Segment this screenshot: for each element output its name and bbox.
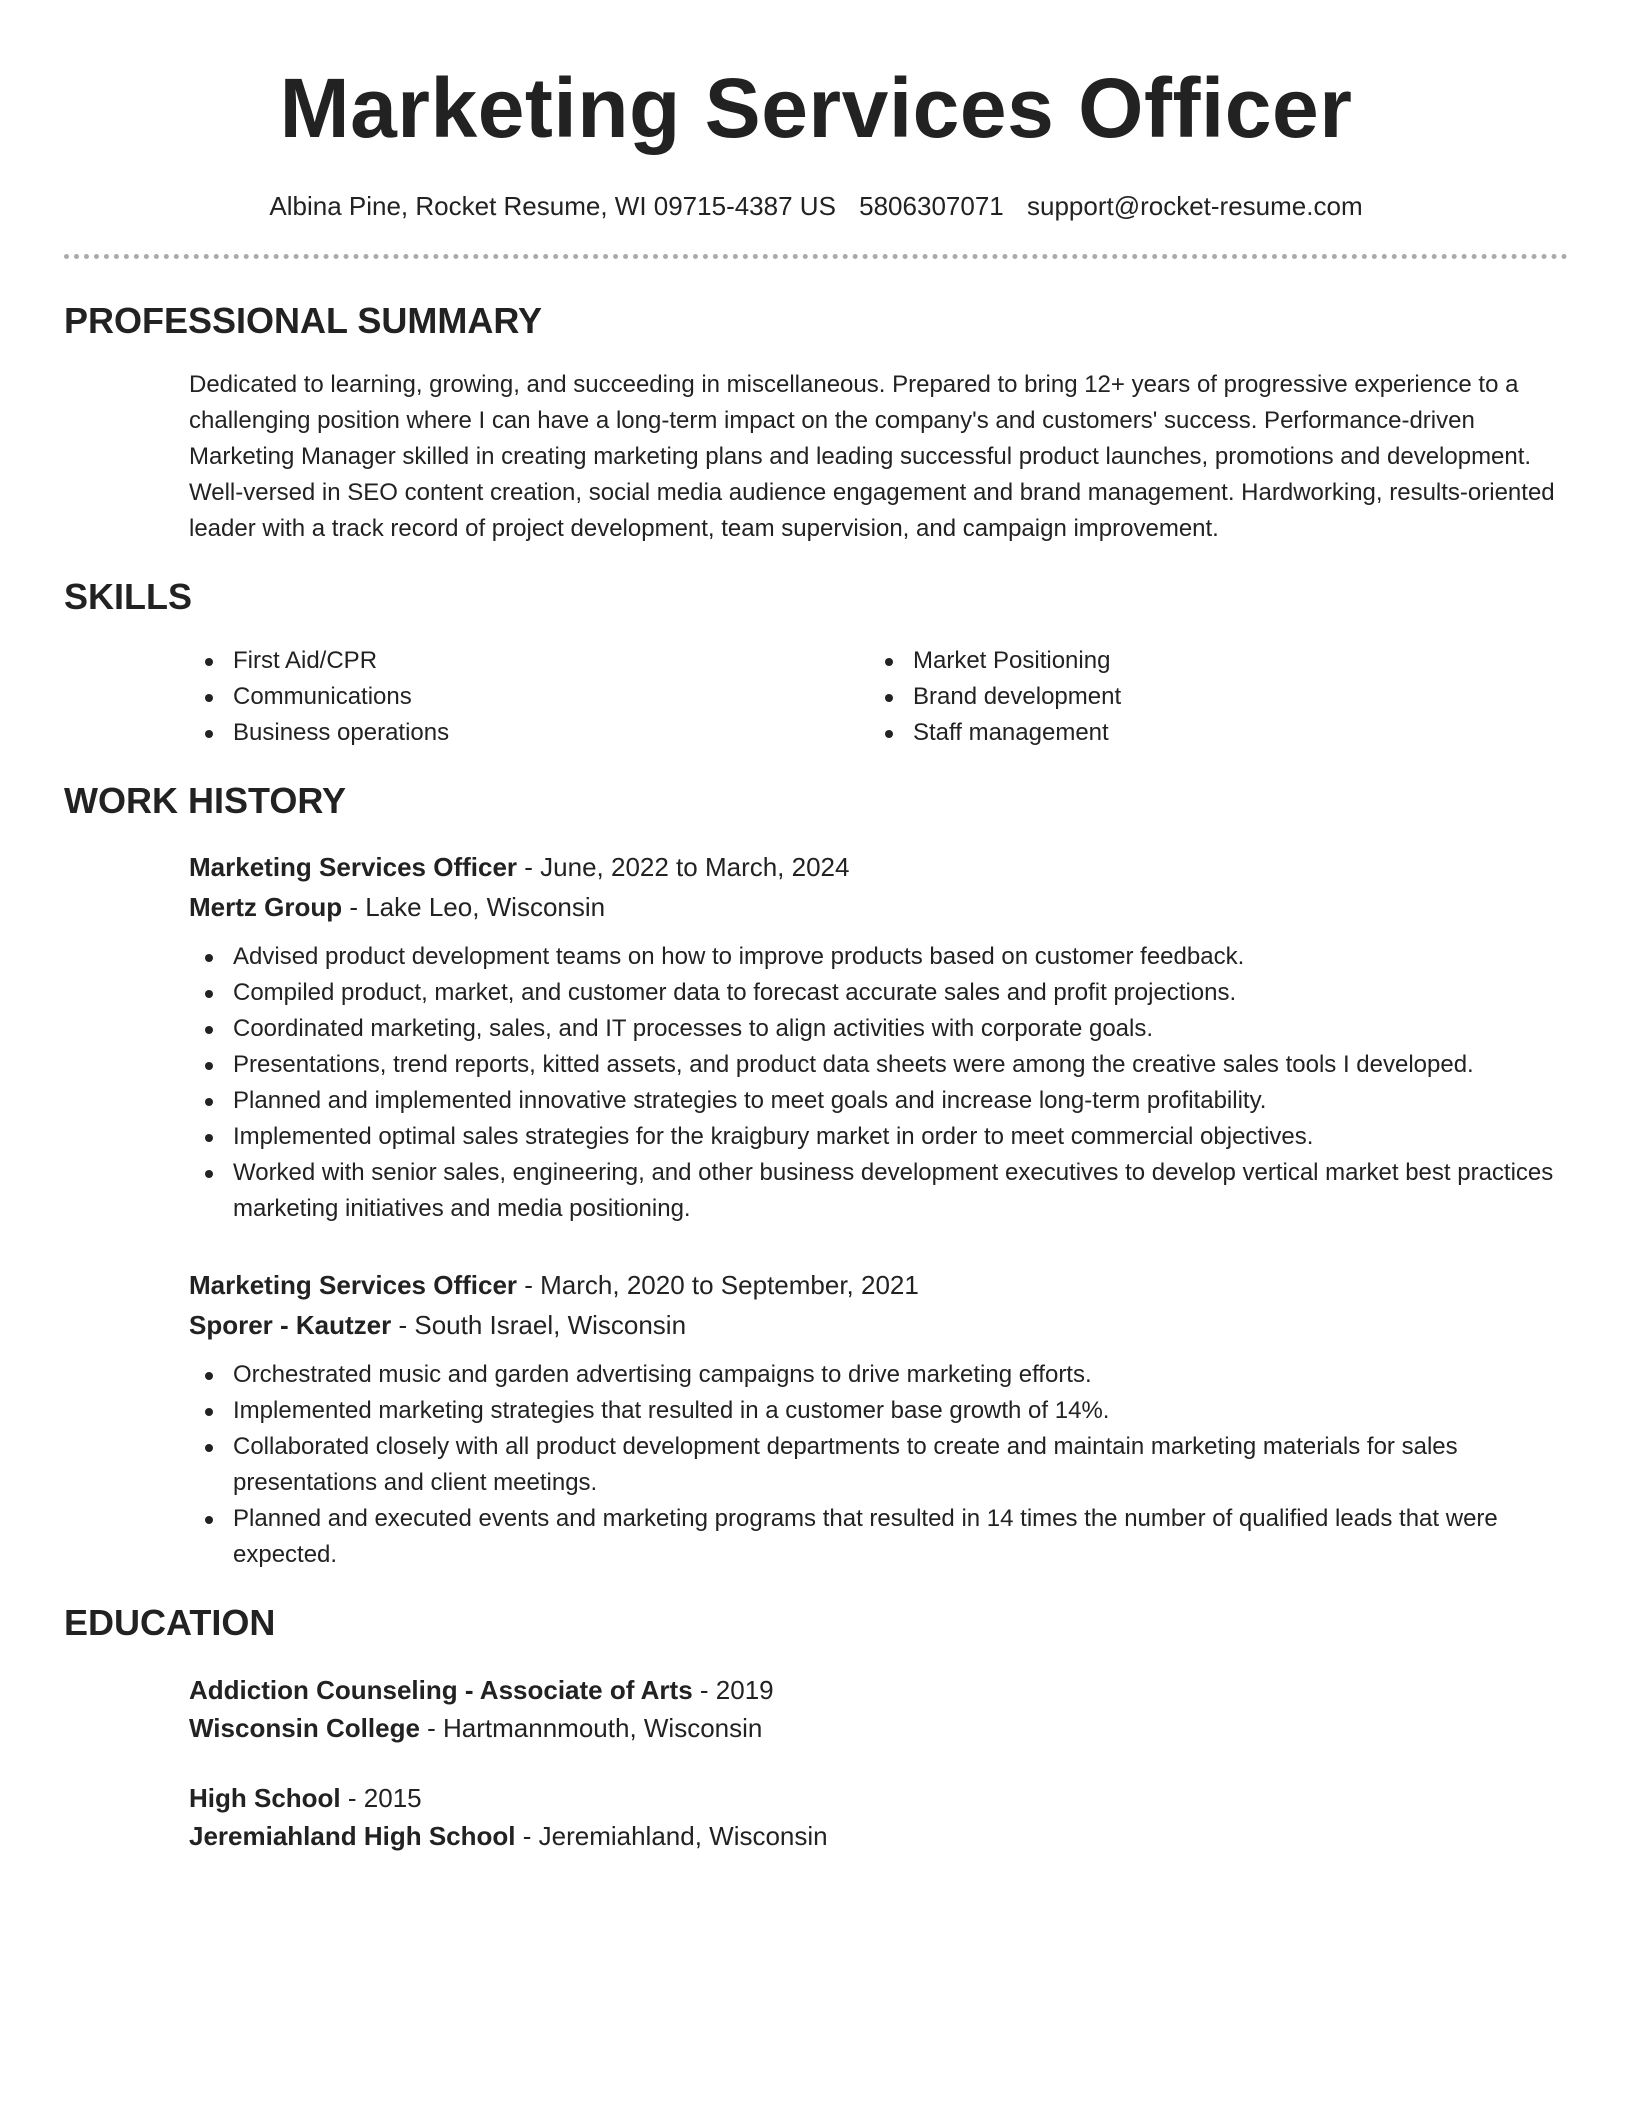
contact-address: Albina Pine, Rocket Resume, WI 09715-4387 US bbox=[269, 191, 836, 221]
work-history-heading: WORK HISTORY bbox=[64, 780, 347, 821]
job-title-line bbox=[189, 847, 1568, 887]
job-company: Mertz Group bbox=[189, 892, 343, 922]
job-dates: - June, 2022 to March, 2024 bbox=[517, 852, 850, 882]
job-bullet: Implemented marketing strategies that resulted in a customer base growth of 14%. bbox=[189, 1393, 1568, 1429]
job-bullet: Implemented optimal sales strategies for the kraigbury market in order to meet commercial objectives. bbox=[189, 1119, 1568, 1155]
summary-text: Dedicated to learning, growing, and succeeding in miscellaneous. Prepared to bring 12+ years of progressive experience to a challenging position where I can have a long-term impact on the company's and customers' success. Performance-driven Marketing Manager skilled in creating marketing plans and leading successful product launches, promotions and development. Well-versed in SEO content creation, social media audience engagement and brand management. Hardworking, results-oriented leader with a track record of project development, team supervision, and campaign improvement. bbox=[189, 371, 1555, 542]
job-company-line bbox=[189, 887, 1568, 927]
education-degree-line bbox=[189, 1779, 1568, 1817]
job-bullet: Worked with senior sales, engineering, and other business development executives to develop vertical market best practices marketing initiatives and media positioning. bbox=[189, 1155, 1568, 1227]
skills-grid bbox=[189, 643, 1568, 751]
resume-title: Marketing Services Officer bbox=[279, 61, 1353, 155]
education-entry bbox=[189, 1779, 1568, 1855]
job-bullet: Presentations, trend reports, kitted assets, and product data sheets were among the creative sales tools I developed. bbox=[189, 1047, 1568, 1083]
education-school-line bbox=[189, 1817, 1568, 1855]
job-title-line bbox=[189, 1265, 1568, 1305]
summary-heading: PROFESSIONAL SUMMARY bbox=[64, 300, 543, 341]
skill-item: Business operations bbox=[189, 715, 869, 751]
skill-item: Communications bbox=[189, 679, 869, 715]
job-location: - South Israel, Wisconsin bbox=[391, 1310, 687, 1340]
job-bullets bbox=[189, 1357, 1568, 1573]
job-dates: - March, 2020 to September, 2021 bbox=[517, 1270, 919, 1300]
skills-column-right bbox=[869, 643, 1549, 751]
contact-line bbox=[64, 190, 1568, 222]
education-entry bbox=[189, 1671, 1568, 1747]
education-degree-line bbox=[189, 1671, 1568, 1709]
education-degree: Addiction Counseling - Associate of Arts bbox=[189, 1675, 693, 1705]
job-entry bbox=[189, 1265, 1568, 1573]
job-entry bbox=[189, 847, 1568, 1227]
job-bullets bbox=[189, 939, 1568, 1227]
job-bullet: Coordinated marketing, sales, and IT processes to align activities with corporate goals. bbox=[189, 1011, 1568, 1047]
job-company: Sporer - Kautzer bbox=[189, 1310, 392, 1340]
skill-item: Brand development bbox=[869, 679, 1549, 715]
job-bullet: Orchestrated music and garden advertising campaigns to drive marketing efforts. bbox=[189, 1357, 1568, 1393]
skill-item: Market Positioning bbox=[869, 643, 1549, 679]
skills-heading: SKILLS bbox=[64, 576, 193, 617]
header-divider bbox=[64, 254, 1568, 259]
education-location: - Jeremiahland, Wisconsin bbox=[515, 1821, 828, 1851]
job-bullet: Planned and implemented innovative strategies to meet goals and increase long-term profitability. bbox=[189, 1083, 1568, 1119]
education-year: - 2019 bbox=[692, 1675, 774, 1705]
education-year: - 2015 bbox=[340, 1783, 422, 1813]
job-bullet: Advised product development teams on how to improve products based on customer feedback. bbox=[189, 939, 1568, 975]
job-company-line bbox=[189, 1305, 1568, 1345]
job-location: - Lake Leo, Wisconsin bbox=[342, 892, 606, 922]
contact-email: support@rocket-resume.com bbox=[1026, 191, 1363, 221]
education-school: Jeremiahland High School bbox=[189, 1821, 516, 1851]
education-school: Wisconsin College bbox=[189, 1713, 420, 1743]
education-school-line bbox=[189, 1709, 1568, 1747]
skill-item: First Aid/CPR bbox=[189, 643, 869, 679]
job-bullet: Planned and executed events and marketing programs that resulted in 14 times the number of qualified leads that were expected. bbox=[189, 1501, 1568, 1573]
job-bullet: Compiled product, market, and customer data to forecast accurate sales and profit projections. bbox=[189, 975, 1568, 1011]
skill-item: Staff management bbox=[869, 715, 1549, 751]
job-title: Marketing Services Officer bbox=[189, 1270, 518, 1300]
contact-phone: 5806307071 bbox=[859, 191, 1004, 221]
skills-column-left bbox=[189, 643, 869, 751]
education-degree: High School bbox=[189, 1783, 341, 1813]
education-location: - Hartmannmouth, Wisconsin bbox=[419, 1713, 763, 1743]
education-heading: EDUCATION bbox=[64, 1602, 276, 1643]
job-title: Marketing Services Officer bbox=[189, 852, 518, 882]
job-bullet: Collaborated closely with all product development departments to create and maintain marketing materials for sales presentations and client meetings. bbox=[189, 1429, 1568, 1501]
